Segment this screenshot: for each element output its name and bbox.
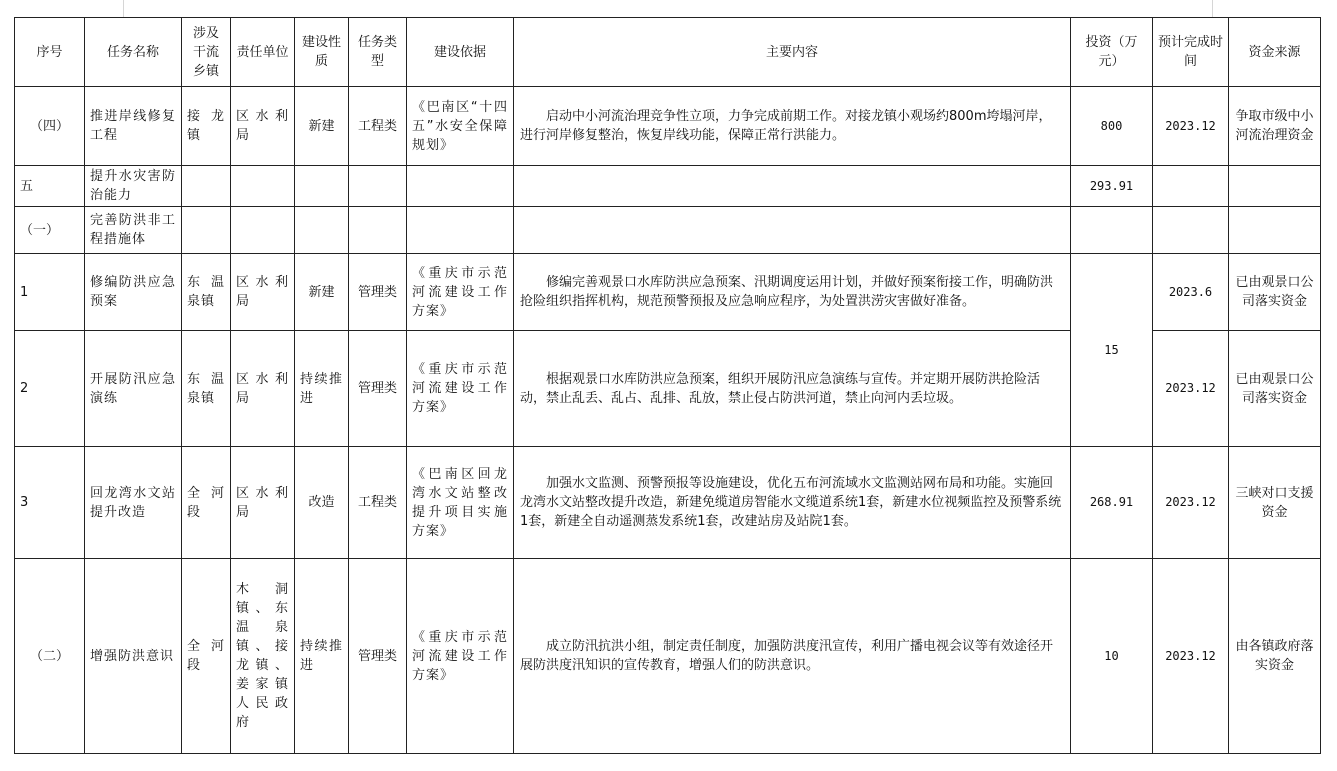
cell-basis: 《巴南区回龙湾水文站整改提升项目实施方案》 — [407, 447, 514, 559]
cell-nature: 新建 — [295, 254, 349, 331]
cell-fund: 三峡对口支援资金 — [1229, 447, 1321, 559]
page-margin-marks — [0, 0, 1337, 18]
cell-fund: 争取市级中小河流治理资金 — [1229, 87, 1321, 166]
header-type: 任务类型 — [349, 18, 407, 87]
cell-town: 东温泉镇 — [182, 331, 231, 447]
cell-content — [514, 447, 1071, 559]
cell-basis — [407, 166, 514, 207]
cell-seq: （二） — [15, 559, 85, 754]
cell-fund — [1229, 207, 1321, 254]
table-row — [15, 254, 1321, 331]
cell-unit: 区水利局 — [231, 87, 295, 166]
cell-task-name: 推进岸线修复工程 — [85, 87, 182, 166]
cell-task-name: 开展防汛应急演练 — [85, 331, 182, 447]
cell-seq: 2 — [15, 331, 85, 447]
cell-town: 接龙镇 — [182, 87, 231, 166]
cell-town: 全河段 — [182, 559, 231, 754]
cell-invest: 293.91 — [1071, 166, 1153, 207]
cell-time — [1153, 207, 1229, 254]
cell-fund: 已由观景口公司落实资金 — [1229, 331, 1321, 447]
header-nature: 建设性质 — [295, 18, 349, 87]
cell-task-name: 修编防洪应急预案 — [85, 254, 182, 331]
cell-type — [349, 166, 407, 207]
margin-mark-left — [123, 0, 124, 18]
cell-type: 管理类 — [349, 559, 407, 754]
cell-time: 2023.12 — [1153, 447, 1229, 559]
cell-task-name: 回龙湾水文站提升改造 — [85, 447, 182, 559]
cell-basis: 《重庆市示范河流建设工作方案》 — [407, 254, 514, 331]
cell-fund: 由各镇政府落实资金 — [1229, 559, 1321, 754]
cell-time: 2023.12 — [1153, 331, 1229, 447]
content-text: 成立防汛抗洪小组，制定责任制度，加强防洪度汛宣传，利用广播电视会议等有效途径开展防洪度汛知识的宣传教育，增强人们的防洪意识。 — [520, 639, 1054, 673]
cell-nature: 持续推进 — [295, 331, 349, 447]
cell-town — [182, 207, 231, 254]
header-unit: 责任单位 — [231, 18, 295, 87]
cell-unit: 区水利局 — [231, 254, 295, 331]
cell-task-name: 提升水灾害防治能力 — [85, 166, 182, 207]
cell-type — [349, 207, 407, 254]
cell-task-name: 完善防洪非工程措施体 — [85, 207, 182, 254]
cell-fund — [1229, 166, 1321, 207]
cell-unit — [231, 166, 295, 207]
table-row — [15, 87, 1321, 166]
cell-task-name: 增强防洪意识 — [85, 559, 182, 754]
header-row — [15, 18, 1321, 87]
header-town: 涉及干流乡镇 — [182, 18, 231, 87]
cell-nature: 改造 — [295, 447, 349, 559]
cell-nature — [295, 207, 349, 254]
header-content: 主要内容 — [514, 18, 1071, 87]
header-seq: 序号 — [15, 18, 85, 87]
cell-town — [182, 166, 231, 207]
cell-basis: 《重庆市示范河流建设工作方案》 — [407, 559, 514, 754]
cell-unit: 木洞镇、东温泉镇、接龙镇、姜家镇人民政府 — [231, 559, 295, 754]
cell-type: 管理类 — [349, 254, 407, 331]
cell-basis: 《巴南区“十四五”水安全保障规划》 — [407, 87, 514, 166]
cell-type: 工程类 — [349, 87, 407, 166]
cell-nature — [295, 166, 349, 207]
cell-basis — [407, 207, 514, 254]
cell-seq: 1 — [15, 254, 85, 331]
cell-town: 全河段 — [182, 447, 231, 559]
cell-seq: （四） — [15, 87, 85, 166]
header-invest: 投资（万元） — [1071, 18, 1153, 87]
cell-time — [1153, 166, 1229, 207]
cell-time: 2023.12 — [1153, 87, 1229, 166]
cell-seq: （一） — [15, 207, 85, 254]
table-row — [15, 559, 1321, 754]
cell-invest — [1071, 207, 1153, 254]
content-text: 加强水文监测、预警预报等设施建设，优化五布河流域水文监测站网布局和功能。实施回龙湾水文站整改提升改造，新建免缆道房智能水文缆道系统1套，新建水位视频监控及预警系统1套，新建全自动遥测蒸发系统1套，改建站房及站院1套。 — [520, 476, 1062, 529]
content-text: 启动中小河流治理竞争性立项，力争完成前期工作。对接龙镇小观场约800m垮塌河岸，进行河岸修复整治，恢复岸线功能，保障正常行洪能力。 — [520, 109, 1052, 143]
cell-unit: 区水利局 — [231, 331, 295, 447]
cell-content — [514, 87, 1071, 166]
cell-type: 工程类 — [349, 447, 407, 559]
cell-content — [514, 331, 1071, 447]
cell-fund: 已由观景口公司落实资金 — [1229, 254, 1321, 331]
header-task-name: 任务名称 — [85, 18, 182, 87]
cell-invest-merged: 15 — [1071, 254, 1153, 447]
cell-time: 2023.6 — [1153, 254, 1229, 331]
cell-basis: 《重庆市示范河流建设工作方案》 — [407, 331, 514, 447]
cell-unit — [231, 207, 295, 254]
header-time: 预计完成时间 — [1153, 18, 1229, 87]
cell-content — [514, 559, 1071, 754]
cell-seq: 五 — [15, 166, 85, 207]
content-text: 根据观景口水库防洪应急预案，组织开展防汛应急演练与宣传。并定期开展防洪抢险活动，禁止乱丢、乱占、乱排、乱放，禁止侵占防洪河道，禁止向河内丢垃圾。 — [520, 371, 1041, 406]
cell-unit: 区水利局 — [231, 447, 295, 559]
cell-content — [514, 166, 1071, 207]
cell-invest: 10 — [1071, 559, 1153, 754]
cell-nature: 新建 — [295, 87, 349, 166]
cell-invest: 800 — [1071, 87, 1153, 166]
table-row — [15, 207, 1321, 254]
cell-invest: 268.91 — [1071, 447, 1153, 559]
cell-nature: 持续推进 — [295, 559, 349, 754]
margin-mark-right — [1212, 0, 1213, 18]
cell-content — [514, 207, 1071, 254]
cell-town: 东温泉镇 — [182, 254, 231, 331]
task-table — [14, 17, 1321, 754]
content-text: 修编完善观景口水库防洪应急预案、汛期调度运用计划，并做好预案衔接工作，明确防洪抢险组织指挥机构，规范预警预报及应急响应程序，为处置洪涝灾害做好准备。 — [520, 275, 1054, 309]
table-row — [15, 166, 1321, 207]
header-fund: 资金来源 — [1229, 18, 1321, 87]
cell-type: 管理类 — [349, 331, 407, 447]
cell-seq: 3 — [15, 447, 85, 559]
table-row — [15, 447, 1321, 559]
cell-time: 2023.12 — [1153, 559, 1229, 754]
cell-content — [514, 254, 1071, 331]
header-basis: 建设依据 — [407, 18, 514, 87]
